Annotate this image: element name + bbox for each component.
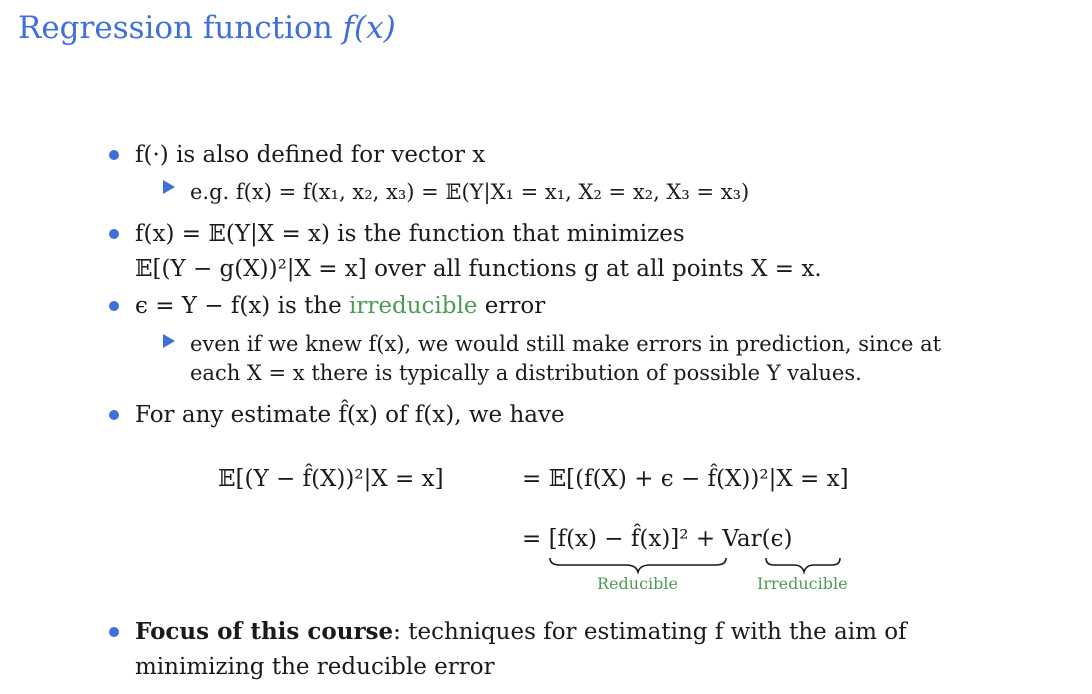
- bullet-dot: [109, 301, 119, 311]
- sub-bullet-triangle: [163, 334, 175, 348]
- equation-plus: +: [695, 526, 716, 552]
- bullet-dot: [109, 229, 119, 239]
- label-irreducible: Irreducible: [757, 574, 848, 593]
- bullet-dot: [109, 150, 119, 160]
- sub-bullet-triangle: [163, 180, 175, 194]
- equation-rhs-line2: [522, 522, 792, 556]
- slide-title-text: Regression function: [18, 10, 333, 46]
- sub-bullet-explanation-line1: even if we knew f(x), we would still make errors in prediction, since at: [190, 332, 942, 356]
- bullet-vector-definition: f(·) is also defined for vector x: [135, 142, 486, 168]
- underbraces: [548, 556, 848, 576]
- equation-reducible-term: = [f(x) − f̂(x)]²: [522, 526, 689, 552]
- irreducible-highlight: irreducible: [349, 293, 478, 319]
- sub-bullet-explanation-line2: each X = x there is typically a distribution of possible Y values.: [190, 361, 862, 385]
- equation-irreducible-term: Var(ϵ): [722, 526, 793, 552]
- irreducible-pre: ϵ = Y − f(x) is the: [135, 293, 350, 319]
- course-focus-rest: : techniques for estimating f with the aim of: [393, 619, 907, 645]
- irreducible-underbrace: [766, 558, 840, 572]
- bullet-course-focus-line2: minimizing the reducible error: [135, 654, 495, 680]
- slide-title-math: f(x): [342, 10, 396, 46]
- bullet-course-focus-line1: [135, 617, 907, 647]
- bullet-dot: [109, 410, 119, 420]
- equation-lhs: 𝔼[(Y − f̂(X))²|X = x]: [218, 466, 444, 492]
- slide-title: [18, 10, 396, 46]
- label-reducible: Reducible: [597, 574, 678, 593]
- bullet-minimizer-line1: f(x) = 𝔼(Y|X = x) is the function that minimizes: [135, 221, 685, 247]
- course-focus-bold: Focus of this course: [135, 618, 394, 645]
- bullet-minimizer-line2: 𝔼[(Y − g(X))²|X = x] over all functions g at all points X = x.: [135, 256, 822, 282]
- irreducible-post: error: [477, 293, 546, 319]
- reducible-underbrace: [550, 558, 726, 572]
- bullet-estimate: For any estimate f̂(x) of f(x), we have: [135, 402, 565, 428]
- bullet-dot: [109, 627, 119, 637]
- sub-bullet-example: e.g. f(x) = f(x₁, x₂, x₃) = 𝔼(Y|X₁ = x₁, X₂ = x₂, X₃ = x₃): [190, 180, 750, 204]
- equation-rhs-line1: = 𝔼[(f(X) + ϵ − f̂(X))²|X = x]: [522, 466, 849, 492]
- bullet-irreducible-error: [135, 291, 545, 321]
